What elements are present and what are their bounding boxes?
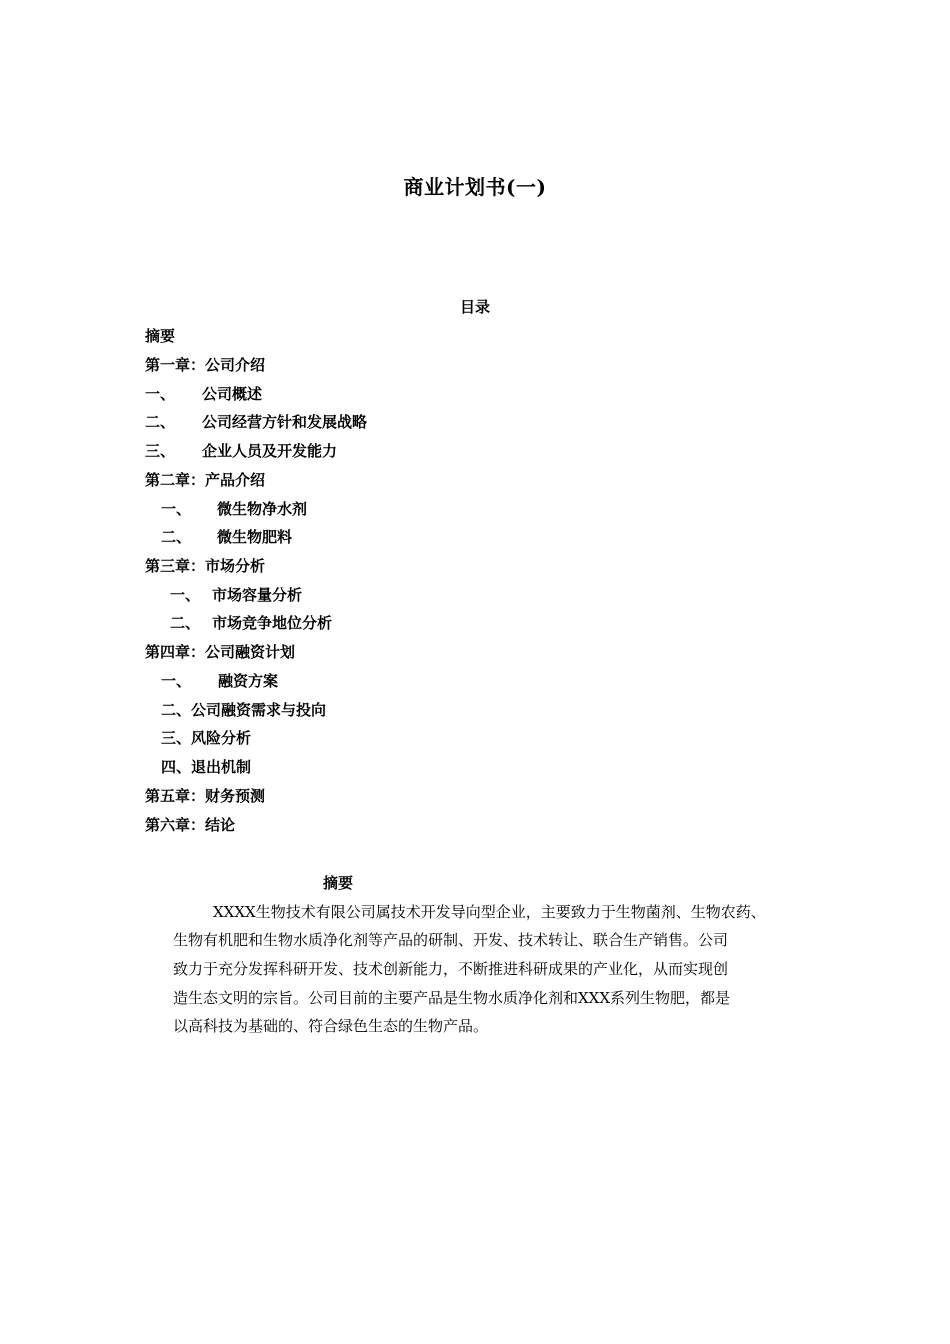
toc-item-abstract <box>145 325 175 347</box>
toc-item-number: 二、 <box>161 528 192 546</box>
toc-item-text: 第六章：结论 <box>145 816 236 834</box>
toc-item-text: 三、风险分析 <box>161 729 252 747</box>
toc-item-number: 一、 <box>145 385 176 403</box>
toc-item-chapter-1 <box>145 354 265 376</box>
toc-item-number: 三、 <box>145 442 176 460</box>
toc-item-3-2 <box>170 612 332 634</box>
toc-item-text: 市场竞争地位分析 <box>212 614 333 632</box>
toc-item-1-1 <box>145 383 262 405</box>
toc-item-2-1 <box>161 498 307 520</box>
toc-item-text: 微生物净水剂 <box>217 500 308 518</box>
abstract-line: 生物有机肥和生物水质净化剂等产品的研制、开发、技术转让、联合生产销售。公司 <box>173 931 729 949</box>
toc-item-4-4 <box>161 756 251 778</box>
toc-item-text: 第四章：公司融资计划 <box>145 643 296 661</box>
abstract-line: 以高科技为基础的、符合绿色生态的生物产品。 <box>173 1017 489 1035</box>
toc-item-text: 第三章：市场分析 <box>145 557 266 575</box>
toc-item-text: 公司概述 <box>202 385 263 403</box>
toc-item-text: 第五章：财务预测 <box>145 787 266 805</box>
abstract-line: 致力于充分发挥科研开发、技术创新能力，不断推进科研成果的产业化，从而实现创 <box>173 960 729 978</box>
toc-item-2-2 <box>161 526 292 548</box>
toc-item-text: 融资方案 <box>218 672 279 690</box>
toc-item-text: 微生物肥料 <box>217 528 293 546</box>
toc-item-4-3 <box>161 727 251 749</box>
toc-item-number: 二、 <box>170 614 201 632</box>
toc-item-number: 一、 <box>161 672 192 690</box>
toc-item-text: 摘要 <box>145 327 176 345</box>
toc-item-4-2 <box>161 699 326 721</box>
toc-item-chapter-3 <box>145 555 265 577</box>
toc-item-text: 企业人员及开发能力 <box>202 442 338 460</box>
toc-item-1-2 <box>145 411 367 433</box>
toc-item-chapter-6 <box>145 814 235 836</box>
toc-item-4-1 <box>161 670 278 692</box>
toc-item-text: 第二章：产品介绍 <box>145 471 266 489</box>
toc-item-3-1 <box>170 584 302 606</box>
toc-item-chapter-5 <box>145 785 265 807</box>
toc-item-number: 二、 <box>145 413 176 431</box>
document-title: 商业计划书(一) <box>403 175 547 199</box>
toc-item-number: 一、 <box>170 586 201 604</box>
toc-item-number: 一、 <box>161 500 192 518</box>
toc-heading: 目录 <box>459 298 490 316</box>
abstract-line: 造生态文明的宗旨。公司目前的主要产品是生物水质净化剂和XXX系列生物肥，都是 <box>173 989 731 1007</box>
abstract-heading: 摘要 <box>323 874 354 892</box>
toc-item-text: 第一章：公司介绍 <box>145 356 266 374</box>
toc-item-text: 二、公司融资需求与投向 <box>161 701 327 719</box>
toc-item-chapter-4 <box>145 641 295 663</box>
toc-item-1-3 <box>145 440 337 462</box>
toc-item-chapter-2 <box>145 469 265 491</box>
toc-item-text: 市场容量分析 <box>212 586 303 604</box>
abstract-line: XXXX生物技术有限公司属技术开发导向型企业，主要致力于生物菌剂、生物农药、 <box>213 903 766 921</box>
toc-item-text: 四、退出机制 <box>161 758 252 776</box>
toc-item-text: 公司经营方针和发展战略 <box>202 413 368 431</box>
